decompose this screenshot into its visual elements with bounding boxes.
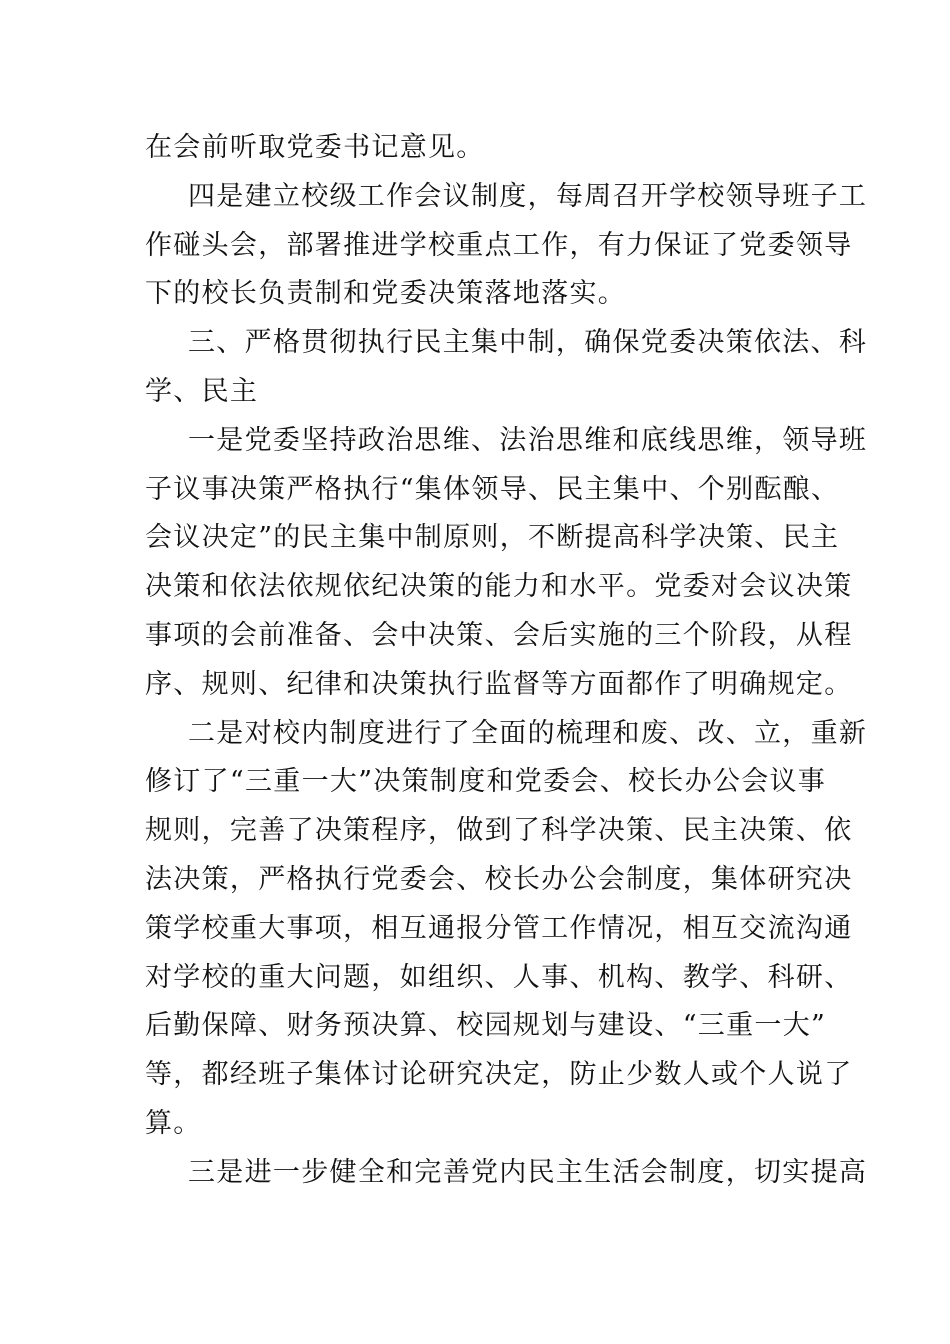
text-line: 对学校的重大问题，如组织、人事、机构、教学、科研、	[145, 961, 853, 993]
text-line: 在会前听取党委书记意见。	[145, 132, 485, 163]
paragraph-start-line: 三是进一步健全和完善党内民主生活会制度，切实提高	[188, 1156, 868, 1188]
document-body	[145, 124, 868, 1198]
text-line: 子议事决策严格执行“集体领导、民主集中、个别酝酿、	[145, 473, 840, 505]
text-line: 规则，完善了决策程序，做到了科学决策、民主决策、依	[145, 815, 853, 847]
text-line: 策学校重大事项，相互通报分管工作情况，相互交流沟通	[145, 912, 853, 944]
text-line: 修订了“三重一大”决策制度和党委会、校长办公会议事	[145, 766, 827, 798]
text-line: 下的校长负责制和党委决策落地落实。	[145, 278, 627, 310]
paragraph-start-line: 二是对校内制度进行了全面的梳理和废、改、立，重新	[188, 717, 868, 749]
section-heading-line: 三、严格贯彻执行民主集中制，确保党委决策依法、科	[188, 327, 868, 359]
text-line: 等，都经班子集体讨论研究决定，防止少数人或个人说了	[145, 1059, 853, 1091]
text-line: 后勤保障、财务预决算、校园规划与建设、“三重一大”	[145, 1010, 827, 1042]
text-line: 序、规则、纪律和决策执行监督等方面都作了明确规定。	[145, 668, 853, 700]
paragraph-start-line: 一是党委坚持政治思维、法治思维和底线思维，领导班	[188, 424, 868, 456]
text-line: 会议决定”的民主集中制原则，不断提高科学决策、民主	[145, 522, 840, 554]
section-heading-line: 学、民主	[145, 375, 259, 407]
text-line: 决策和依法依规依纪决策的能力和水平。党委对会议决策	[145, 571, 853, 603]
paragraph-start-line: 四是建立校级工作会议制度，每周召开学校领导班子工	[188, 180, 868, 212]
text-line: 算。	[145, 1107, 202, 1139]
text-line: 作碰头会，部署推进学校重点工作，有力保证了党委领导	[145, 229, 853, 261]
text-line: 法决策，严格执行党委会、校长办公会制度，集体研究决	[145, 863, 853, 895]
text-line: 事项的会前准备、会中决策、会后实施的三个阶段，从程	[145, 619, 853, 651]
